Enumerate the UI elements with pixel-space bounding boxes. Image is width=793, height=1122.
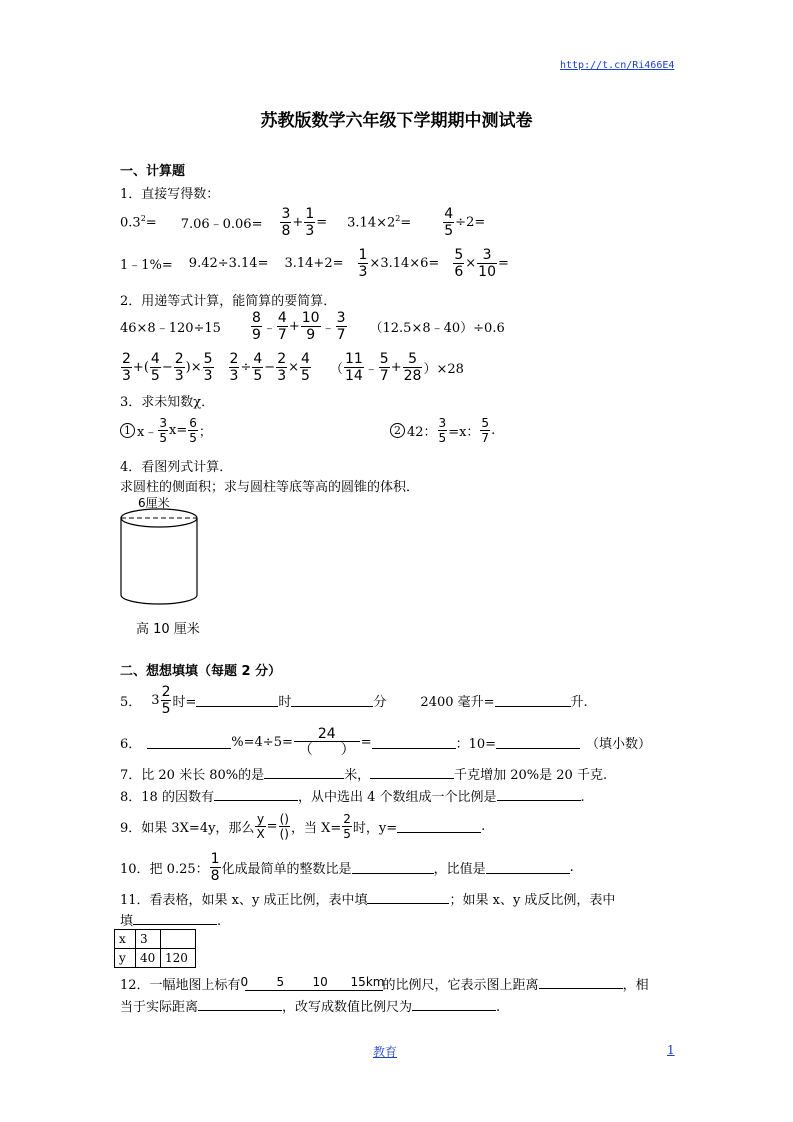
q2-r1-b-f1: $\frac{8}{9}$	[251, 309, 261, 343]
q11-cell-y: y	[115, 949, 136, 968]
q11-line1	[120, 889, 615, 908]
q3-eq2-f1: $\frac{3}{5}$	[438, 415, 447, 445]
q11-blank1[interactable]	[367, 891, 449, 904]
q1-r2-b: 9.42÷3.14=	[188, 255, 269, 271]
q1-r2-c: 3.14+2=	[284, 255, 344, 271]
q1-r2-a: 1﹣1%=	[120, 257, 173, 273]
q6-text4: （填小数）	[586, 736, 652, 752]
q10	[120, 847, 574, 887]
q4-text: 求圆柱的侧面积；求与圆柱等底等高的圆锥的体积．	[120, 480, 420, 495]
q7-text3: 千克增加 20%是 20 千克.	[454, 768, 608, 783]
q11-text4: .	[217, 914, 222, 929]
section1-heading: 一、计算题	[120, 164, 186, 179]
scale-tick-10: 10	[312, 975, 328, 989]
q2-r1-a: 46×8﹣120÷15	[120, 320, 221, 336]
q3-eq1-post: ；	[198, 424, 212, 440]
cylinder-bottom-arc	[121, 595, 197, 604]
q2-r2-c-op2: +	[390, 359, 402, 375]
q7-text2: 米，	[344, 768, 371, 783]
q9-text4: .	[481, 818, 486, 834]
q5-blank2[interactable]	[291, 694, 373, 707]
q8-blank2[interactable]	[497, 788, 581, 801]
q1-r1-c-frac1: $\frac{3}{8}$	[281, 205, 291, 239]
q7	[120, 764, 607, 783]
q11-cell-y-value2: 120	[161, 949, 196, 968]
q2-r2-a-f2: $\frac{4}{5}$	[150, 350, 160, 384]
q5-blank3[interactable]	[495, 694, 571, 707]
q3-eq1	[120, 410, 212, 450]
q6	[120, 722, 651, 762]
q3-eq1-f2: $\frac{6}{5}$	[189, 415, 197, 445]
page-title: 苏教版数学六年级下学期期中测试卷	[260, 111, 533, 131]
q7-blank1[interactable]	[264, 766, 344, 779]
q8-text2: ，从中选出 4 个数组成一个比例是	[297, 790, 497, 805]
q9	[120, 806, 485, 846]
q10-text3: ，比值是	[433, 861, 486, 877]
q2-r1-b-f3: $\frac{10}{9}$	[301, 309, 320, 343]
scale-tick-5: 5	[276, 975, 285, 989]
q5-blank1[interactable]	[196, 694, 278, 707]
q2-r2-c-pre: （	[329, 361, 343, 377]
q11-line2	[120, 910, 221, 929]
q1-r2-d-frac: $\frac{1}{3}$	[358, 246, 368, 280]
q3-eq2-number: 2	[390, 423, 405, 438]
q2-r2-c-f3: $\frac{5}{28}$	[403, 350, 422, 384]
q1-r2-d-rest: ×3.14×6=	[369, 255, 440, 271]
q9-text1: 9．如果 3X=4y，那么	[120, 820, 255, 836]
q6-frac: $\frac{24}{( )}$	[294, 727, 360, 757]
q10-blank2[interactable]	[486, 861, 570, 874]
q11-text3: 填	[120, 914, 134, 929]
q2-r2-a-f1: $\frac{2}{3}$	[122, 350, 131, 384]
q1-row1	[120, 202, 485, 242]
q9-frac2: $\frac{()}{()}$	[279, 811, 289, 841]
cylinder-height-label: 高 10 厘米	[136, 622, 200, 637]
scale-bar	[241, 977, 383, 991]
q11-text1: 11．看表格，如果 x、y 成正比例，表中填	[120, 893, 368, 908]
q11-table	[114, 929, 196, 968]
q12-text4: 当于实际距离	[120, 1000, 199, 1015]
q6-text1: %=4÷5=	[231, 734, 293, 750]
q2-r1-b-f4: $\frac{3}{7}$	[336, 309, 346, 343]
q5-number: 5．	[120, 694, 142, 710]
q2-r2-b-op1: ÷	[240, 359, 252, 375]
q2-r2-b-op2: −	[264, 359, 276, 375]
q12-line2	[120, 996, 500, 1015]
q5-text5: 升.	[570, 694, 588, 710]
q8-text1: 8．18 的因数有	[120, 790, 214, 805]
q1-r1-c-eq: =	[316, 214, 328, 230]
q6-text2: =	[360, 734, 372, 750]
header-url[interactable]: http://t.cn/Ri466E4	[560, 60, 675, 71]
q6-number: 6．	[120, 736, 142, 752]
q5-text2: 时	[278, 694, 292, 710]
q11-cell-x: x	[115, 930, 136, 949]
q1-r1-e-rest: ÷2=	[455, 214, 486, 230]
q5-text1: 时=	[172, 694, 197, 710]
q2-r1-c: （12.5×8﹣40）÷0.6	[369, 320, 505, 336]
q3-eq2-mid: =x：	[448, 424, 480, 440]
q2-r1-b-f2: $\frac{4}{7}$	[277, 309, 287, 343]
q2-r1-b-op1: ﹣	[262, 320, 276, 336]
page-number: 1	[667, 1043, 675, 1057]
scale-tick-15km: 15km	[350, 975, 385, 989]
scale-tick-0: 0	[240, 975, 249, 989]
q1-r1-c-op: +	[292, 214, 304, 230]
q11-table-row-y	[115, 949, 196, 968]
q2-r2-a-op2: −	[161, 359, 173, 375]
q1-r2-e-frac1: $\frac{5}{6}$	[454, 246, 464, 280]
q12-blank2[interactable]	[198, 998, 282, 1011]
q6-blank2[interactable]	[372, 736, 456, 749]
q2-r2-c-f1: $\frac{11}{14}$	[344, 350, 363, 384]
q11-cell-x-blank[interactable]	[161, 930, 196, 949]
q2-r2-a-op3: )×	[185, 359, 202, 375]
q2-label: 2．用递等式计算，能简算的要简算．	[120, 294, 337, 309]
q3-eq2	[390, 410, 495, 450]
q2-r2-b-op3: ×	[288, 359, 300, 375]
q5-whole: 3	[151, 692, 160, 708]
q1-label: 1．直接写得数：	[120, 187, 220, 202]
q5-frac: $\frac{2}{5}$	[161, 683, 171, 717]
q2-r2-a-op1: +(	[132, 359, 149, 375]
footer-center-link[interactable]: 教育	[373, 1045, 398, 1059]
q4-label: 4．看图列式计算．	[120, 460, 233, 475]
q9-frac3: $\frac{2}{5}$	[343, 811, 351, 841]
q6-text3: ：10=	[455, 736, 497, 752]
q10-text4: .	[569, 859, 574, 875]
q3-eq1-pre: x﹣	[137, 424, 158, 440]
q6-blank3[interactable]	[496, 736, 580, 749]
scale-line	[245, 990, 383, 991]
q10-blank1[interactable]	[352, 861, 434, 874]
q2-r2-b-f1: $\frac{2}{3}$	[229, 350, 239, 384]
q12-text6: .	[496, 1000, 501, 1015]
q5	[120, 680, 588, 720]
q11-blank2[interactable]	[133, 912, 217, 925]
q7-text1: 7．比 20 米长 80%的是	[120, 768, 265, 783]
q2-r2-c-post: ）×28	[423, 361, 464, 377]
q2-r2-b-f3: $\frac{2}{3}$	[277, 350, 287, 384]
q10-frac: $\frac{1}{8}$	[210, 850, 220, 884]
q2-r2-a-f4: $\frac{5}{3}$	[203, 350, 213, 384]
q2-r2-b-f2: $\frac{4}{5}$	[253, 350, 263, 384]
q8	[120, 786, 585, 805]
cylinder-figure	[110, 493, 220, 638]
q1-r2-e-eq: =	[497, 255, 509, 271]
q11-cell-x-value: 3	[136, 930, 161, 949]
q9-blank[interactable]	[397, 820, 481, 833]
q9-text3: 时，y=	[352, 820, 398, 836]
q1-r2-e-frac2: $\frac{3}{10}$	[478, 246, 496, 280]
q12-line1	[120, 974, 649, 993]
q11-text2: ；如果 x、y 成反比例，表中	[449, 893, 616, 908]
q2-row2	[120, 347, 464, 387]
q1-r1-d: $3.14\times 2^2=$	[347, 213, 412, 231]
q3-eq2-post: .	[491, 422, 496, 438]
cylinder-diameter-label: 6厘米	[138, 496, 170, 510]
q9-eq: =	[266, 818, 278, 834]
q2-r2-a-f3: $\frac{2}{3}$	[174, 350, 184, 384]
q9-text2: ，当 X=	[290, 820, 342, 836]
q8-blank1[interactable]	[214, 788, 298, 801]
q1-r1-c-frac2: $\frac{1}{3}$	[305, 205, 315, 239]
q11-cell-y-value1: 40	[136, 949, 161, 968]
q1-r2-e-op: ×	[465, 255, 477, 271]
q2-r2-c-f2: $\frac{5}{7}$	[379, 350, 389, 384]
q2-r1-b-op2: +	[288, 318, 300, 334]
section2-heading: 二、想想填填（每题 2 分）	[120, 664, 282, 679]
q6-blank1[interactable]	[147, 736, 231, 749]
q1-r1-b: 7.06﹣0.06=	[180, 216, 263, 232]
q3-eq1-number: 1	[120, 423, 135, 438]
q10-text2: 化成最简单的整数比是	[221, 861, 352, 877]
q12-text5: ，改写成数值比例尺为	[282, 1000, 413, 1015]
q8-text3: .	[580, 790, 585, 805]
q1-r1-a: $0.3^2=$	[120, 213, 157, 231]
q5-text3: 分	[373, 694, 387, 710]
q2-row1	[120, 306, 505, 346]
q3-eq2-pre: 42：	[407, 424, 437, 440]
q2-r2-b-f4: $\frac{4}{5}$	[301, 350, 310, 384]
q12-text2: 的比例尺，它表示图上距离	[382, 978, 539, 993]
q5-text4: 2400 毫升=	[420, 694, 495, 710]
q12-blank1[interactable]	[539, 976, 623, 989]
q3-eq2-f2: $\frac{5}{7}$	[481, 415, 490, 445]
q12-text3: ，相	[622, 978, 649, 993]
q11-table-row-x	[115, 930, 196, 949]
q1-row2	[120, 243, 509, 283]
q7-blank2[interactable]	[370, 766, 454, 779]
q3-eq1-f1: $\frac{3}{5}$	[159, 415, 167, 445]
q12-text1: 12．一幅地图上标有	[120, 978, 241, 993]
q3-label: 3．求未知数χ．	[120, 395, 215, 410]
q2-r1-b-op3: ﹣	[321, 320, 335, 336]
q9-frac1: $\frac{y}{X}$	[256, 811, 265, 841]
q12-blank3[interactable]	[412, 998, 496, 1011]
q2-r2-c-op1: ﹣	[364, 361, 378, 377]
q10-text1: 10．把 0.25：	[120, 861, 209, 877]
q1-r1-e-frac: $\frac{4}{5}$	[444, 205, 454, 239]
q3-eq1-mid: x=	[168, 422, 188, 438]
